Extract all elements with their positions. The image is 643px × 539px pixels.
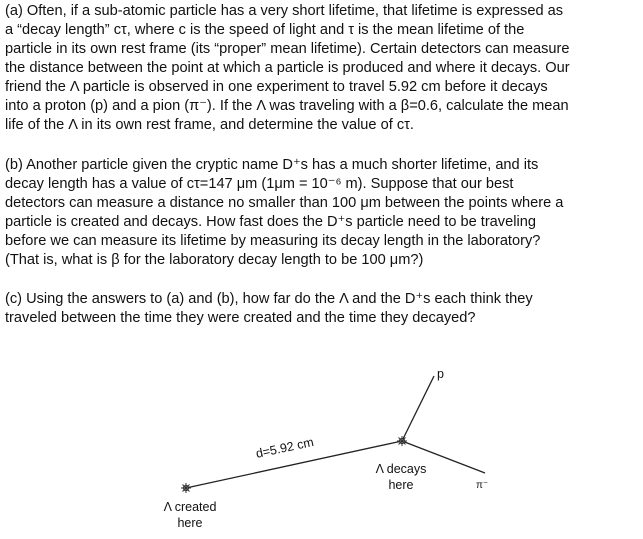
part-b-line: particle is created and decays. How fast does the D⁺s particle need to be traveling [5, 214, 536, 230]
part-a-line: a “decay length” cτ, where c is the speed of light and τ is the mean lifetime of the [5, 22, 525, 38]
part-b-line: detectors can measure a distance no smaller than 100 μm between the points where a [5, 195, 564, 211]
decay-label-line: Λ decays [375, 462, 427, 476]
part-c-line: (c) Using the answers to (a) and (b), how far do the Λ and the D⁺s each think they [5, 291, 533, 307]
part-a-line: life of the Λ in its own rest frame, and determine the value of cτ. [5, 117, 414, 133]
creation-point-label [158, 499, 222, 531]
part-b-line: (b) Another particle given the cryptic name D⁺s has a much shorter lifetime, and its [5, 157, 539, 173]
part-a-line: into a proton (p) and a pion (π⁻). If the Λ was traveling with a β=0.6, calculate the mean [5, 98, 569, 114]
creation-point-marker [181, 483, 191, 493]
proton-track [402, 376, 434, 441]
part-a-line: particle in its own rest frame (its “proper” mean lifetime). Certain detectors can measure [5, 41, 570, 57]
part-c-line: traveled between the time they were created and the time they decayed? [5, 310, 476, 326]
decay-point-marker [397, 436, 407, 446]
part-a-line: the distance between the point at which a particle is produced and where it decays. Our [5, 60, 570, 76]
part-a-line: friend the Λ particle is observed in one experiment to travel 5.92 cm before it decays [5, 79, 548, 95]
decay-label-line: here [388, 478, 414, 492]
part-b-line: before we can measure its lifetime by measuring its decay length in the laboratory? [5, 233, 541, 249]
track-length-label: d=5.92 cm [254, 434, 315, 461]
proton-label: p [437, 367, 444, 381]
decay-point-label [370, 461, 432, 493]
created-label-line: here [177, 516, 203, 530]
pion-label: π⁻ [476, 480, 489, 491]
part-b-line: (That is, what is β for the laboratory decay length to be 100 μm?) [5, 252, 424, 268]
part-a-line: (a) Often, if a sub-atomic particle has a very short lifetime, that lifetime is expressed as [5, 3, 564, 19]
part-b-line: decay length has a value of cτ=147 μm (1μm = 10⁻⁶ m). Suppose that our best [5, 176, 514, 192]
created-label-line: Λ created [163, 500, 217, 514]
